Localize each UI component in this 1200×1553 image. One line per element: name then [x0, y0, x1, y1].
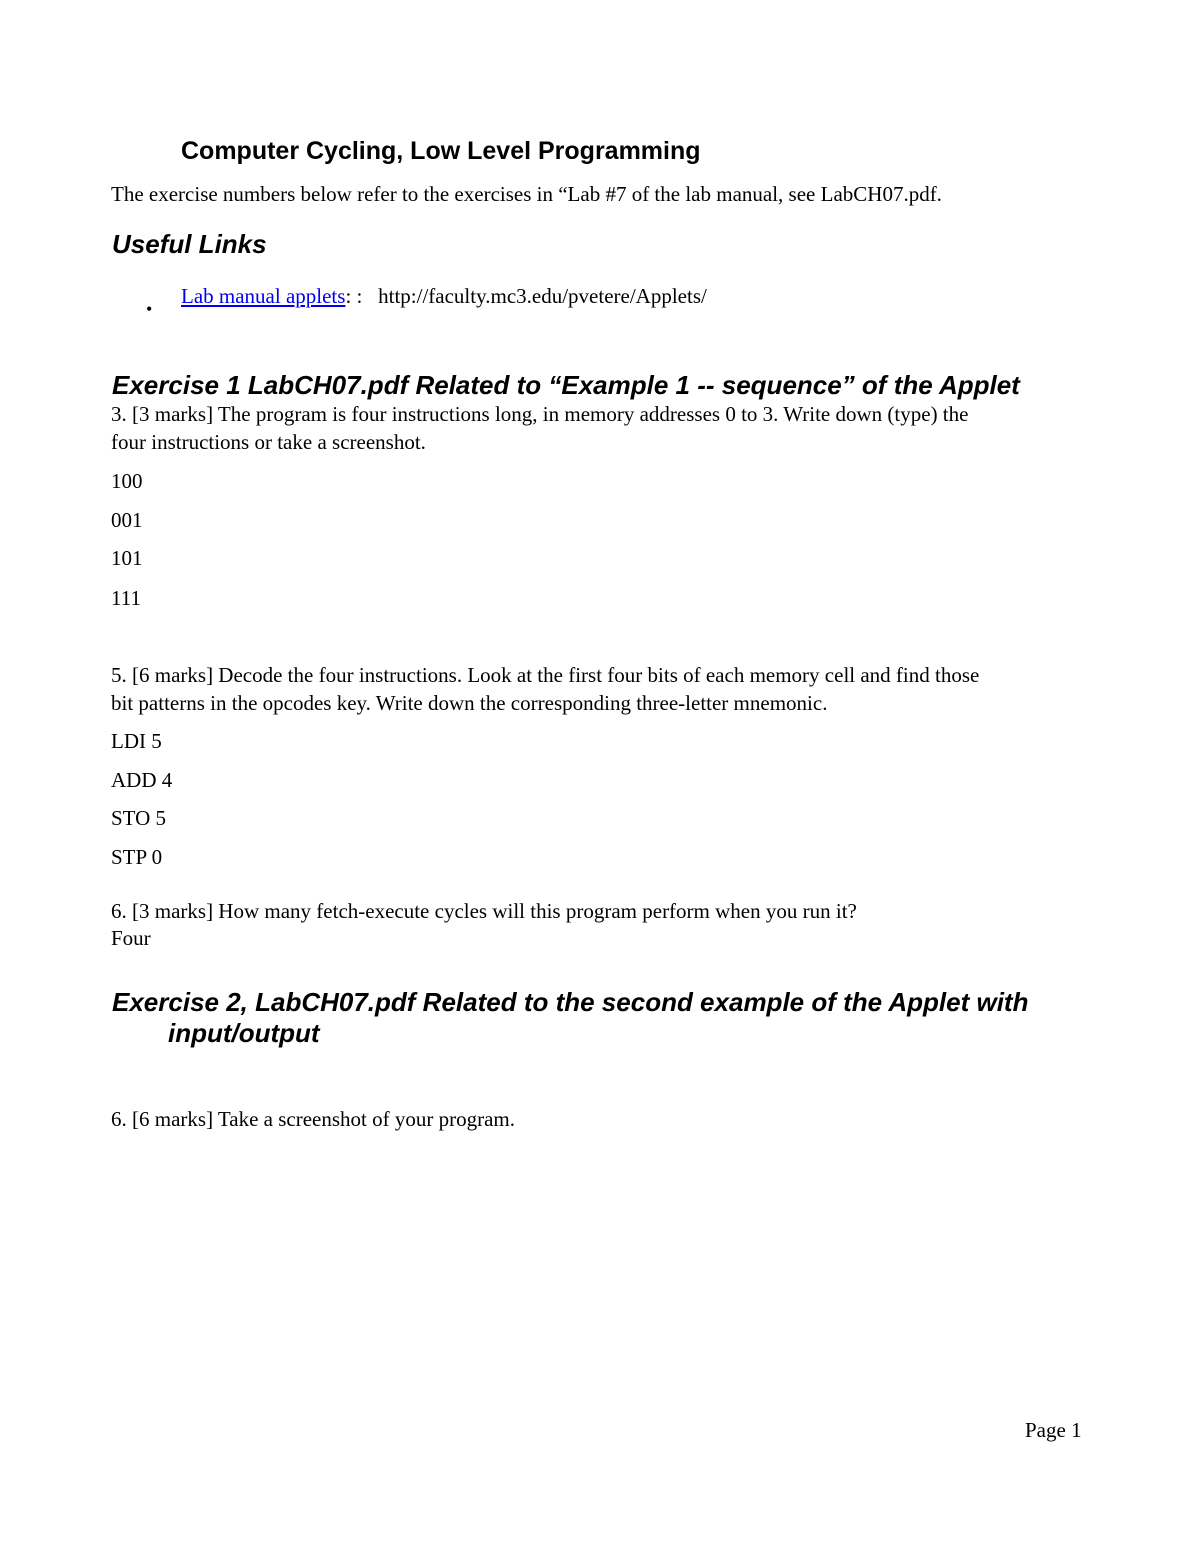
bullet-icon: •	[146, 299, 153, 319]
exercise2-heading-line1: Exercise 2, LabCH07.pdf Related to the second example of the Applet with	[112, 987, 1029, 1017]
applets-url: http://faculty.mc3.edu/pvetere/Applets/	[378, 284, 707, 308]
intro-text: The exercise numbers below refer to the exercises in “Lab #7 of the lab manual, see LabCH07.pdf.	[111, 182, 942, 206]
exercise1-q6-answer: Four	[111, 926, 151, 950]
instruction-line: 100	[111, 469, 143, 493]
page-title: Computer Cycling, Low Level Programming	[181, 137, 701, 165]
exercise1-q3-line2: four instructions or take a screenshot.	[111, 430, 426, 454]
mnemonic-line: ADD 4	[111, 768, 173, 792]
mnemonic-line: STP 0	[111, 845, 163, 869]
link-list-item	[181, 283, 707, 310]
exercise2-heading-line2: input/output	[168, 1018, 320, 1048]
mnemonic-line: STO 5	[111, 806, 167, 830]
lab-manual-applets-link[interactable]: Lab manual applets	[181, 284, 346, 308]
link-separator: : :	[345, 284, 363, 308]
exercise1-q5-line1: 5. [6 marks] Decode the four instructions. Look at the first four bits of each memory cell and find those	[111, 663, 980, 687]
page-number: Page 1	[1025, 1418, 1082, 1442]
mnemonic-line: LDI 5	[111, 729, 162, 753]
instruction-line: 001	[111, 508, 143, 532]
exercise1-q5-line2: bit patterns in the opcodes key. Write down the corresponding three-letter mnemonic.	[111, 691, 828, 715]
exercise1-heading: Exercise 1 LabCH07.pdf Related to “Example 1 -- sequence” of the Applet	[112, 370, 1020, 400]
instruction-line: 111	[111, 586, 141, 610]
instruction-line: 101	[111, 546, 143, 570]
exercise1-q3-line1: 3. [3 marks] The program is four instructions long, in memory addresses 0 to 3. Write down (type) the	[111, 402, 969, 426]
exercise1-q6: 6. [3 marks] How many fetch-execute cycles will this program perform when you run it?	[111, 899, 857, 923]
useful-links-heading: Useful Links	[112, 229, 267, 259]
exercise2-q6: 6. [6 marks] Take a screenshot of your program.	[111, 1107, 516, 1131]
